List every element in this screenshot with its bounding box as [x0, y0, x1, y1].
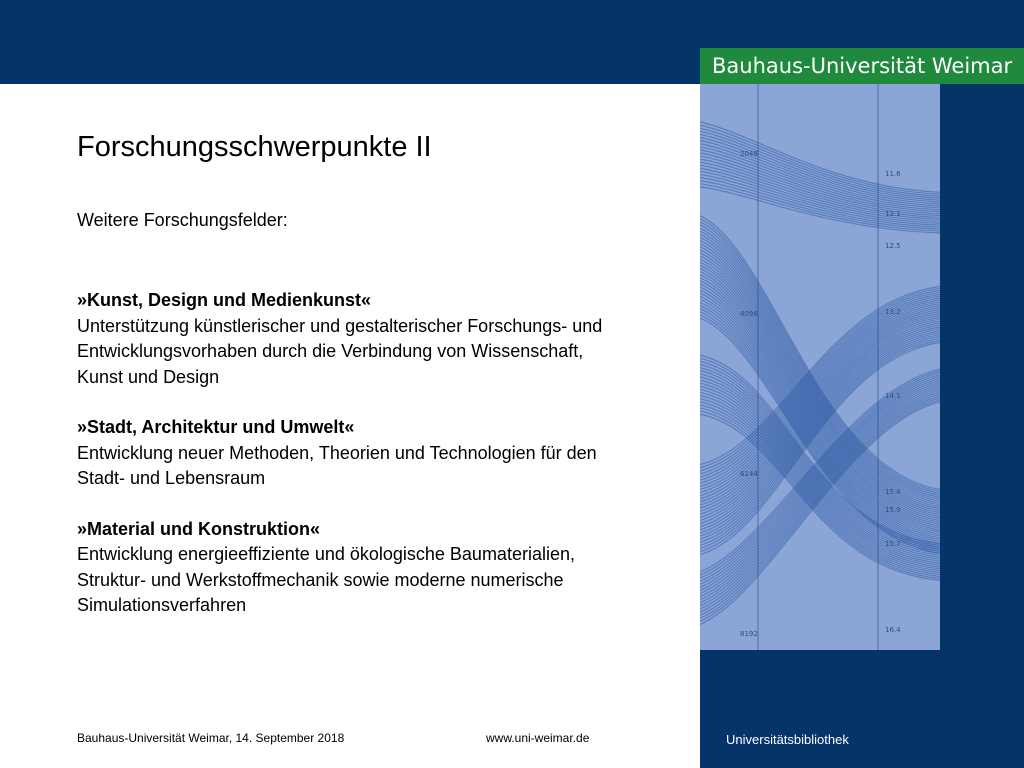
section-text-line: Struktur- und Werkstoffmechanik sowie moderne numerische — [77, 569, 564, 590]
axis-tick-label: 14.1 — [885, 392, 901, 400]
axis-tick-label: 11.6 — [885, 170, 901, 178]
slide-body — [77, 288, 677, 644]
axis-tick-label: 6144 — [740, 470, 758, 478]
section-text-line: Entwicklung neuer Methoden, Theorien und Technologien für den — [77, 442, 597, 463]
axis-tick-label: 15.4 — [885, 488, 901, 496]
research-field-art — [77, 288, 677, 390]
section-heading: »Stadt, Architektur und Umwelt« — [77, 417, 355, 437]
axis-tick-label: 12.1 — [885, 210, 901, 218]
section-text-line: Stadt- und Lebensraum — [77, 468, 266, 488]
section-text-line: Kunst und Design — [77, 366, 220, 387]
slide-title: Forschungsschwerpunkte II — [77, 131, 432, 163]
slide-intro: Weitere Forschungsfelder: — [77, 210, 288, 230]
section-heading: »Material und Konstruktion« — [77, 518, 321, 539]
axis-tick-label: 16.4 — [885, 626, 901, 634]
section-text-line: Entwicklung energieeffiziente und ökologische Baumaterialien, — [77, 544, 575, 564]
footer-institution-date: Bauhaus-Universität Weimar, 14. September 2018 — [77, 731, 345, 745]
section-heading: »Kunst, Design und Medienkunst« — [77, 290, 372, 310]
parallel-coordinates-image — [700, 84, 940, 650]
axis-tick-label: 2048 — [740, 150, 758, 158]
axis-tick-label: 8192 — [740, 630, 758, 638]
section-text-line: Unterstützung künstlerischer und gestalterischer Forschungs- und — [77, 315, 603, 336]
axis-tick-label: 15.7 — [885, 540, 901, 548]
section-text-line: Simulationsverfahren — [77, 595, 247, 615]
axis-tick-label: 15.9 — [885, 506, 901, 514]
research-field-urban — [77, 415, 677, 492]
footer-website: www.uni-weimar.de — [486, 731, 590, 745]
footer-library: Universitätsbibliothek — [726, 732, 849, 747]
axis-tick-label: 12.5 — [885, 242, 901, 250]
axis-tick-label: 13.2 — [885, 308, 901, 316]
university-logo: Bauhaus-Universität Weimar — [700, 48, 1024, 84]
axis-tick-label: 4096 — [740, 310, 758, 318]
section-text-line: Entwicklungsvorhaben durch die Verbindung von Wissenschaft, — [77, 341, 584, 361]
research-field-material — [77, 517, 677, 619]
